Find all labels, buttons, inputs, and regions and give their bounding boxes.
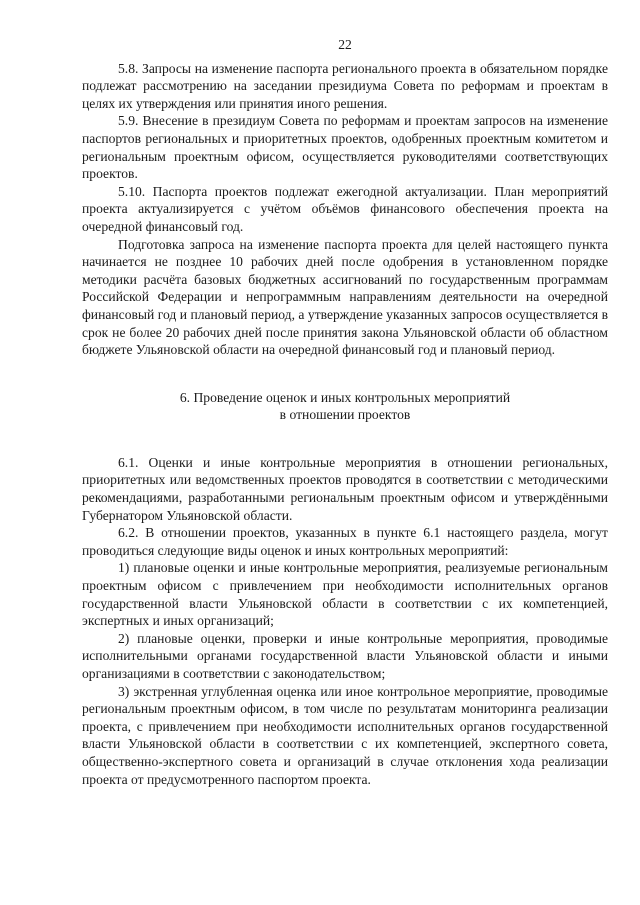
paragraph-5-8: 5.8. Запросы на изменение паспорта регионального проекта в обязательном порядке подлежат рассмотрению на заседании президиума Совета по реформам и проектам в целях их утверждения или принятия иного решения. (82, 60, 608, 111)
paragraph-5-9: 5.9. Внесение в президиум Совета по реформам и проектам запросов на изменение паспортов региональных и приоритетных проектов, одобренных проектным комитетом и региональным проектным офисом, осуществляется руководителями соответствующих проектов. (82, 113, 608, 182)
list-item-1: 1) плановые оценки и иные контрольные мероприятия, реализуемые региональным проектным офисом с привлечением при необходимости исполнительных органов государственной власти Ульяновской области в соответствии с их компетенцией, экспертных и иных организаций; (82, 560, 608, 629)
paragraph-6-2: 6.2. В отношении проектов, указанных в пункте 6.1 настоящего раздела, могут проводиться следующие виды оценок и иных контрольных мероприятий: (82, 525, 608, 558)
paragraph-6-1: 6.1. Оценки и иные контрольные мероприятия в отношении региональных, приоритетных или ведомственных проектов проводятся в соответствии с методическими рекомендациями, разработанными региональным проектным офисом и утверждёнными Губернатором Ульяновской области. (82, 454, 608, 523)
page-number: 22 (338, 37, 352, 52)
section-6-title (82, 389, 608, 424)
section-6-title-line1: 6. Проведение оценок и иных контрольных мероприятий (179, 389, 511, 405)
list-item-3: 3) экстренная углубленная оценка или иное контрольное мероприятие, проводимые региональным проектным офисом, в том числе по результатам мониторинга реализации проекта, с привлечением при необходимости исполнительных органов государственной власти Ульяновской области в соответствии с их компетенцией, экспертного совета, общественно-экспертного совета и организаций в случае отклонения хода реализации проекта от предусмотренного паспортом проекта. (82, 683, 608, 787)
paragraph-request-preparation: Подготовка запроса на изменение паспорта проекта для целей настоящего пункта начинается не позднее 10 рабочих дней после одобрения в установленном порядке методики расчёта базовых бюджетных ассигнований по государственным программам Российской Федерации и непрограммным направлениям деятельности на очередной финансовый год и плановый период, а утверждение указанных запросов осуществляется в срок не более 20 рабочих дней после принятия закона Ульяновской области об областном бюджете Ульяновской области на очередной финансовый год и плановый период. (82, 236, 608, 358)
section-6-title-line2: в отношении проектов (279, 407, 411, 423)
list-item-2: 2) плановые оценки, проверки и иные контрольные мероприятия, проводимые исполнительными органами государственной власти Ульяновской области и иными организациями в соответствии с законодательством; (82, 630, 608, 681)
paragraph-5-10: 5.10. Паспорта проектов подлежат ежегодной актуализации. План мероприятий проекта актуализируется с учётом объёмов финансового обеспечения проекта на очередной финансовый год. (82, 183, 608, 234)
document-page (82, 36, 608, 788)
